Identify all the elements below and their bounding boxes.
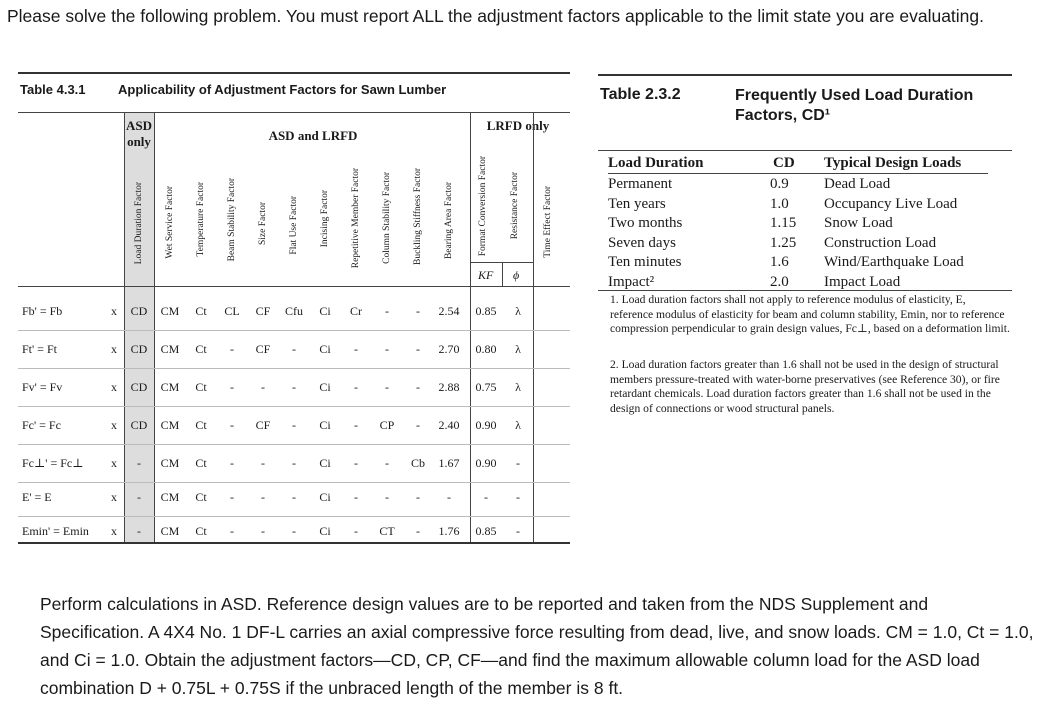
group-lrfd-only: LRFD only bbox=[486, 118, 550, 133]
header-duration: Load Duration bbox=[608, 155, 704, 171]
table-cell: - bbox=[516, 456, 520, 470]
table-cell: Cb bbox=[410, 456, 425, 470]
table-cell: - bbox=[484, 490, 488, 504]
table-cell: 2.88 bbox=[438, 380, 460, 394]
table-cell: CM bbox=[160, 418, 180, 432]
typical-load: Snow Load bbox=[824, 215, 893, 231]
cd-value: 1.15 bbox=[770, 215, 797, 231]
row-divider bbox=[18, 330, 570, 331]
typical-load: Construction Load bbox=[824, 234, 937, 251]
table-cell: Ct bbox=[195, 524, 207, 538]
table-cell: - bbox=[230, 418, 234, 432]
table-cell: - bbox=[261, 490, 265, 504]
table-cell: CF bbox=[255, 418, 271, 432]
separator bbox=[502, 262, 503, 286]
col-label-beam-stability: Beam Stability Factor bbox=[227, 178, 237, 262]
col-label-wet-service: Wet Service Factor bbox=[165, 186, 175, 259]
table-cell: Ci bbox=[319, 342, 331, 356]
header-cd: CD bbox=[773, 155, 795, 171]
table-cell: λ bbox=[515, 342, 521, 356]
table-title: Applicability of Adjustment Factors for Sawn Lumber bbox=[118, 82, 447, 97]
cd-value: 1.25 bbox=[770, 234, 797, 251]
table-cell: - bbox=[354, 490, 358, 504]
table-cell: - bbox=[416, 524, 420, 538]
table-cell: - bbox=[385, 304, 389, 318]
table-cell: 2.40 bbox=[438, 418, 460, 432]
asd-only-shading bbox=[124, 113, 154, 542]
duration-name: Seven days bbox=[608, 234, 676, 251]
footnote-2 bbox=[610, 358, 1010, 416]
row-divider bbox=[18, 482, 570, 483]
table-top-rule bbox=[598, 74, 1012, 76]
col-label-size: Size Factor bbox=[258, 202, 268, 246]
table-cell: Ct bbox=[195, 342, 207, 356]
cd-value: 2.0 bbox=[770, 273, 789, 290]
duration-name: Two months bbox=[608, 215, 683, 231]
table-cell: Cr bbox=[350, 304, 362, 318]
table-cell: CD bbox=[130, 380, 148, 394]
separator bbox=[154, 112, 155, 542]
table-cell: - bbox=[292, 418, 296, 432]
table-cell: λ bbox=[515, 418, 521, 432]
footnote-1 bbox=[610, 293, 1010, 337]
table-cell: - bbox=[416, 380, 420, 394]
col-label-buckling-stiffness: Buckling Stiffness Factor bbox=[413, 168, 423, 265]
row-label: Fv' = Fv bbox=[22, 380, 63, 394]
table-cell: - bbox=[230, 524, 234, 538]
table-top-rule bbox=[18, 72, 570, 74]
cd-value: 0.9 bbox=[770, 176, 789, 192]
duration-name: Ten minutes bbox=[608, 254, 682, 270]
table-cell: - bbox=[447, 490, 451, 504]
table-cell: - bbox=[385, 490, 389, 504]
table-cell: - bbox=[385, 380, 389, 394]
col-label-resistance: Resistance Factor bbox=[510, 172, 520, 240]
table-cell: - bbox=[230, 342, 234, 356]
table-cell: CM bbox=[160, 490, 180, 504]
duration-row bbox=[598, 214, 1012, 234]
table-cell: 0.85 bbox=[475, 304, 497, 318]
table-bottom-rule bbox=[18, 542, 570, 544]
group-asd-lrfd: ASD and LRFD bbox=[268, 128, 358, 143]
table-cell: CM bbox=[160, 380, 180, 394]
table-cell: Ct bbox=[195, 490, 207, 504]
table-cell: - bbox=[292, 524, 296, 538]
table-cell: - bbox=[385, 456, 389, 470]
typical-load: Occupancy Live Load bbox=[824, 195, 958, 212]
col-label-flat-use: Flat Use Factor bbox=[289, 196, 299, 255]
table-cell: - bbox=[292, 342, 296, 356]
table-cell: - bbox=[261, 456, 265, 470]
table-cell: Ci bbox=[319, 456, 331, 470]
table-cell: - bbox=[416, 490, 420, 504]
header-bottom-rule bbox=[18, 286, 570, 287]
row-label: E' = E bbox=[22, 490, 52, 504]
table-cell: - bbox=[354, 418, 358, 432]
col-label-incising: Incising Factor bbox=[320, 190, 330, 248]
table-cell: λ bbox=[515, 380, 521, 394]
kf-label: KF bbox=[478, 268, 494, 282]
table-cell: - bbox=[230, 490, 234, 504]
problem-statement: Perform calculations in ASD. Reference design values are to be reported and taken from the NDS Supplement and Specification. A 4X4 No. 1 DF-L carries an axial compressive force resulting from dead, live, and snow loads. CM = 1.0, Ct = 1.0, and Ci = 1.0. Obtain the adjustment factors—CD, CP, CF—and find the maximum allowable column load for the ASD load combination D + 0.75L + 0.75S if the unbraced length of the member is 8 ft. bbox=[40, 594, 1034, 698]
table-cell: - bbox=[416, 418, 420, 432]
table-cell: CP bbox=[379, 418, 395, 432]
table-cell: Ci bbox=[319, 304, 331, 318]
table-cell: x bbox=[111, 418, 117, 432]
table-cell: - bbox=[137, 524, 141, 538]
table-cell: - bbox=[354, 342, 358, 356]
table-cell: - bbox=[230, 456, 234, 470]
separator bbox=[533, 112, 534, 542]
table-cell: Cfu bbox=[285, 304, 303, 318]
table-cell: CM bbox=[160, 524, 180, 538]
table-cell: - bbox=[230, 380, 234, 394]
table-cell: - bbox=[416, 342, 420, 356]
problem-intro: Please solve the following problem. You must report ALL the adjustment factors applicable to the limit state you are evaluating. bbox=[7, 6, 985, 26]
duration-name: Ten years bbox=[608, 195, 666, 212]
table-cell: CD bbox=[130, 304, 148, 318]
typical-load: Dead Load bbox=[824, 176, 891, 192]
table-4-3-1 bbox=[18, 72, 570, 547]
table-cell: 0.85 bbox=[475, 524, 497, 538]
table-cell: 0.75 bbox=[475, 380, 497, 394]
table-cell: - bbox=[292, 456, 296, 470]
table-cell: CT bbox=[379, 524, 395, 538]
row-label: Fb' = Fb bbox=[22, 304, 63, 318]
table-cell: x bbox=[111, 456, 117, 470]
col-label-column-stability: Column Stability Factor bbox=[382, 172, 392, 264]
cd-value: 1.6 bbox=[770, 254, 789, 270]
header-loads: Typical Design Loads bbox=[824, 155, 962, 171]
table-cell: - bbox=[385, 342, 389, 356]
table-number: Table 2.3.2 bbox=[600, 86, 681, 103]
table-cell: CF bbox=[255, 342, 271, 356]
table-cell: - bbox=[261, 524, 265, 538]
col-label-temperature: Temperature Factor bbox=[196, 182, 206, 257]
col-label-repetitive-member: Repetitive Member Factor bbox=[351, 168, 361, 269]
table-cell: - bbox=[261, 380, 265, 394]
col-label-format-conversion: Format Conversion Factor bbox=[478, 156, 488, 257]
table-cell: λ bbox=[515, 304, 521, 318]
table-cell: - bbox=[137, 456, 141, 470]
header-rule bbox=[598, 150, 1012, 151]
row-label: Fc' = Fc bbox=[22, 418, 61, 432]
table-cell: - bbox=[292, 380, 296, 394]
typical-load: Impact Load bbox=[824, 273, 901, 290]
col-label-load-duration: Load Duration Factor bbox=[134, 182, 144, 265]
duration-row bbox=[598, 195, 1012, 215]
table-cell: - bbox=[292, 490, 296, 504]
table-cell: Ct bbox=[195, 418, 207, 432]
table-cell: CM bbox=[160, 456, 180, 470]
table-cell: CL bbox=[224, 304, 240, 318]
col-label-time-effect: Time Effect Factor bbox=[543, 186, 553, 258]
table-cell: - bbox=[516, 490, 520, 504]
table-cell: 0.90 bbox=[475, 418, 497, 432]
table-cell: 0.90 bbox=[475, 456, 497, 470]
row-divider bbox=[18, 368, 570, 369]
row-divider bbox=[18, 406, 570, 407]
row-divider bbox=[18, 516, 570, 517]
table-cell: - bbox=[137, 490, 141, 504]
table-cell: x bbox=[111, 342, 117, 356]
table-cell: 2.54 bbox=[438, 304, 460, 318]
table-cell: 1.67 bbox=[438, 456, 460, 470]
table-cell: x bbox=[111, 304, 117, 318]
table-cell: Ct bbox=[195, 380, 207, 394]
table-cell: Ct bbox=[195, 456, 207, 470]
table-cell: Ct bbox=[195, 304, 207, 318]
footnote-text: 2. Load duration factors greater than 1.6 shall not be used in the design of structural members pressure-treated with water-borne preservatives (see Reference 30), or fire retardant chemicals. Load duration factors greater than 1.6 shall not be used in the design of connections or wood structural panels. bbox=[610, 358, 1000, 415]
row-label: Fc⊥' = Fc⊥ bbox=[22, 456, 84, 470]
table-cell: - bbox=[354, 456, 358, 470]
duration-row bbox=[598, 234, 1012, 254]
duration-row bbox=[598, 253, 1012, 273]
table-cell: Ci bbox=[319, 490, 331, 504]
separator bbox=[470, 112, 471, 542]
duration-name: Impact² bbox=[608, 273, 655, 290]
table-cell: Ci bbox=[319, 418, 331, 432]
table-cell: CD bbox=[130, 342, 148, 356]
separator bbox=[124, 112, 125, 542]
duration-name: Permanent bbox=[608, 176, 673, 192]
table-cell: CM bbox=[160, 342, 180, 356]
rows-bottom-rule bbox=[598, 290, 1012, 291]
cd-value: 1.0 bbox=[770, 195, 789, 212]
table-cell: 1.76 bbox=[438, 524, 460, 538]
duration-row bbox=[598, 175, 1012, 195]
table-cell: - bbox=[354, 380, 358, 394]
table-cell: x bbox=[111, 490, 117, 504]
table-cell: CM bbox=[160, 304, 180, 318]
table-cell: x bbox=[111, 380, 117, 394]
footnote-text: 1. Load duration factors shall not apply to reference modulus of elasticity, E, reference modulus of elasticity for beam and column stability, Emin, nor to reference compression perpendicular to grain design values, Fc⊥, based on a deformation limit. bbox=[610, 293, 1010, 335]
group-asd-only: ASD only bbox=[125, 118, 152, 149]
row-label: Ft' = Ft bbox=[22, 342, 57, 356]
table-number: Table 4.3.1 bbox=[20, 82, 86, 97]
col-label-bearing-area: Bearing Area Factor bbox=[444, 182, 454, 260]
table-cell: - bbox=[516, 524, 520, 538]
table-cell: 2.70 bbox=[438, 342, 460, 356]
table-title: Frequently Used Load Duration Factors, CD¹ bbox=[735, 87, 974, 124]
header-underline bbox=[608, 173, 988, 174]
table-cell: Ci bbox=[319, 380, 331, 394]
table-cell: - bbox=[354, 524, 358, 538]
table-cell: x bbox=[111, 524, 117, 538]
table-cell: 0.80 bbox=[475, 342, 497, 356]
header-rule bbox=[18, 112, 570, 113]
row-divider bbox=[18, 444, 570, 445]
typical-load: Wind/Earthquake Load bbox=[824, 254, 964, 270]
row-label: Emin' = Emin bbox=[22, 524, 89, 538]
phi-label: ϕ bbox=[513, 268, 520, 282]
table-cell: - bbox=[416, 304, 420, 318]
table-cell: CD bbox=[130, 418, 148, 432]
table-cell: Ci bbox=[319, 524, 331, 538]
table-cell: CF bbox=[255, 304, 271, 318]
